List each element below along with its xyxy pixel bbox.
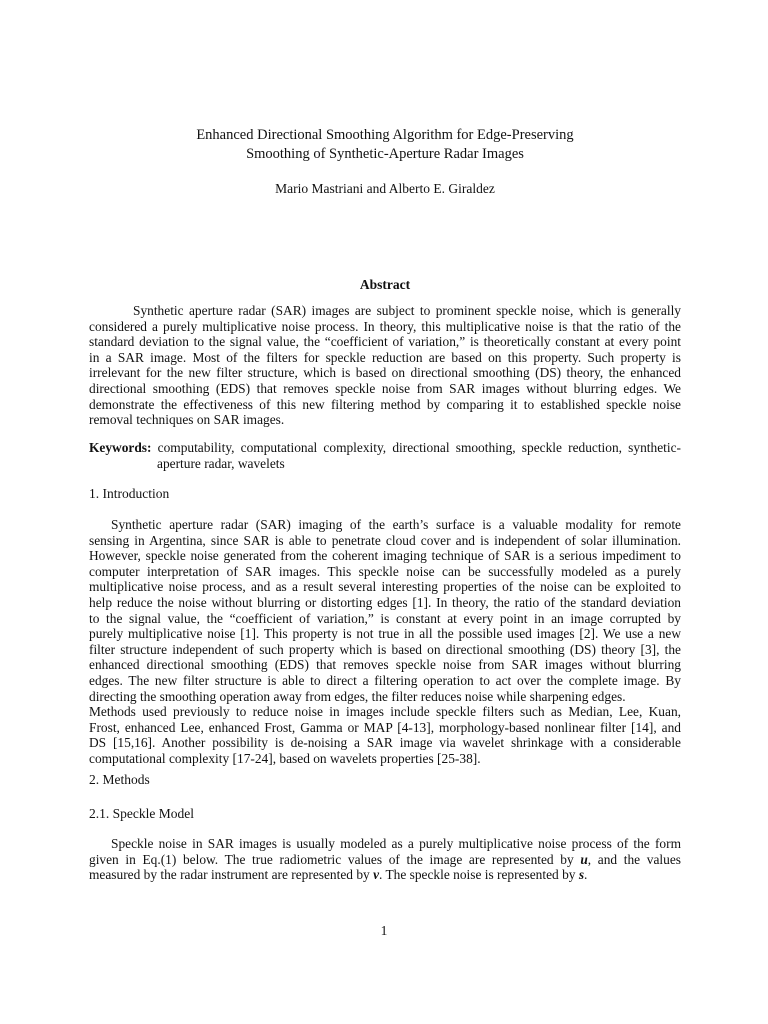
speckle-line-3 [89,867,681,883]
introduction-heading: 1. Introduction [89,486,170,501]
intro-line: Frost, enhanced Lee, enhanced Frost, Gamma or MAP [4-13], morphology-based nonlinear filter [14], and [89,719,681,735]
intro-line: computer interpretation of SAR images. This speckle noise can be successfully modeled as a purely [89,563,681,579]
title-line-2: Smoothing of Synthetic-Aperture Radar Images [246,146,524,162]
speckle-model-body [89,836,681,883]
abstract-body [89,303,681,428]
intro-line: filter structure independent of such property which is based on directional smoothing (DS) theory [3], the [89,641,681,657]
speckle-text: . [584,867,588,883]
methods-heading: 2. Methods [89,772,150,787]
abstract-line: removal techniques on SAR images. [89,412,285,428]
abstract-line: directional smoothing (EDS) that removes speckle noise from SAR images without blurring edges. We [89,380,681,396]
var-v: v [373,867,380,883]
speckle-line-1: Speckle noise in SAR images is usually modeled as a purely multiplicative noise process of the form [111,836,681,851]
abstract-line: considered a purely multiplicative noise process. In theory, this multiplicative noise is that the ratio of the [89,318,681,334]
speckle-text: measured by the radar instrument are represented by [89,867,374,883]
speckle-line-2 [89,852,681,868]
speckle-text: , and the values [587,851,681,867]
intro-line: DS [15,16]. Another possibility is de-noising a SAR image via wavelet shrinkage with a considerable [89,735,681,751]
speckle-text: given in Eq.(1) below. The true radiometric values of the image are represented by [89,851,581,867]
keywords-text-1: computability, computational complexity, directional smoothing, speckle reduction, synthetic- [151,440,681,455]
abstract-line: irrelevant for the new filter structure, which is based on directional smoothing (DS) theory, the enhanced [89,365,681,381]
intro-line: help reduce the noise without blurring or distorting edges [1]. In theory, the ratio of the standard deviation [89,594,681,610]
intro-line: purely multiplicative noise [1]. This property is not true in all the possible used images [2]. We use a new [89,626,681,642]
abstract-line: in a SAR image. Most of the filters for speckle reduction are based on this property. Such property is [89,349,681,365]
paper-title [90,126,680,164]
speckle-text: . The speckle noise is represented by [379,867,579,883]
page-number: 1 [380,923,388,938]
intro-line: to the signal value, the “coefficient of variation,” is constant at every point in an image corrupted by [89,610,681,626]
var-s: s [578,867,585,883]
intro-line: enhanced directional smoothing (EDS) that removes speckle noise from SAR images without blurring [89,657,681,673]
var-u: u [580,851,588,867]
intro-line: edges. The new filter structure is able to direct a filtering operation to act over the complete image. By [89,672,681,688]
intro-line: computational complexity [17-24], based on wavelets properties [25-38]. [89,750,481,766]
abstract-heading: Abstract [359,277,411,292]
intro-line: Methods used previously to reduce noise in images include speckle filters such as Median, Lee, Kuan, [89,704,681,720]
intro-line: multiplicative noise process, and as a result several interesting properties of the noise can be exploited to [89,579,681,595]
intro-line: Synthetic aperture radar (SAR) imaging of the earth’s surface is a valuable modality for remote [111,517,681,532]
title-line-1: Enhanced Directional Smoothing Algorithm for Edge-Preserving [196,127,574,143]
abstract-line: Synthetic aperture radar (SAR) images are subject to prominent speckle noise, which is generally [133,303,681,318]
speckle-model-heading: 2.1. Speckle Model [89,806,194,821]
intro-line: However, speckle noise generated from the coherent imaging technique of SAR is a serious impediment to [89,548,681,564]
keywords-block [89,440,681,471]
keywords-text-2: aperture radar, wavelets [157,455,285,471]
abstract-line: demonstrate the effectiveness of this new filtering method by comparing it to established speckle noise [89,396,681,412]
intro-line: directing the smoothing operation away from edges, the filter reduces noise while sharpening edges. [89,688,626,704]
keywords-label: Keywords: [89,440,152,455]
intro-line: sensing in Argentina, since SAR is able to penetrate cloud cover and is independent of solar illumination. [89,532,681,548]
abstract-line: standard deviation to the signal value, the “coefficient of variation,” is theoretically constant at every point [89,334,681,350]
keywords-line-1 [89,440,681,456]
authors: Mario Mastriani and Alberto E. Giraldez [275,181,495,196]
introduction-body [89,517,681,767]
